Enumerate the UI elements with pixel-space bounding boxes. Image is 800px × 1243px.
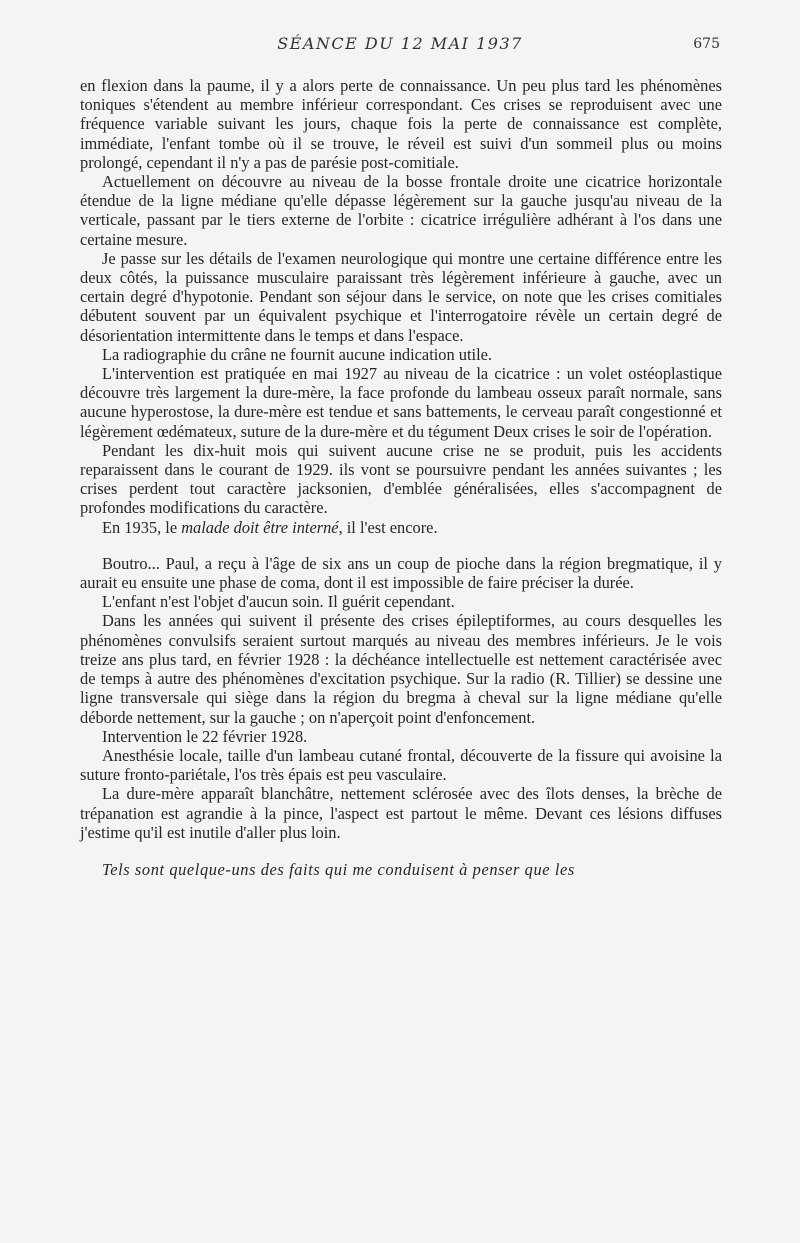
paragraph-5: L'intervention est pratiquée en mai 1927 au niveau de la cicatrice : un volet ostéoplastique découvre très largement la dure-mère, la face profonde du lambeau osseux paraît normale, sans aucune hyperostose, la dure-mère est tendue et sans battements, le cerveau paraît congestionné et légèrement œdémateux, suture de la dure-mère et du tégument Deux crises le soir de l'opération. [80,364,722,441]
paragraph-7-italic: malade doit être interné [181,517,339,537]
paragraph-13: La dure-mère apparaît blanchâtre, nettement sclérosée avec des îlots denses, la brèche de trépanation est agrandie à la pince, l'aspect est partout le même. Devant ces lésions diffuses j'estime qu'il est inutile d'aller plus loin. [80,784,722,842]
paragraph-10: Dans les années qui suivent il présente des crises épileptiformes, au cours desquelles les phénomènes convulsifs seraient surtout marqués au niveau des membres inférieurs. Je le vois treize ans plus tard, en février 1928 : la déchéance intellectuelle est nettement caractérisée avec de temps à autre des phénomènes d'excitation psychique. Sur la radio (R. Tillier) se dessine une ligne transversale qui siège dans la région du bregma à cheval sur la ligne médiane qu'elle déborde nettement, sur la gauche ; on n'aperçoit point d'enfoncement. [80,611,722,727]
running-header [0,34,800,58]
paragraph-3: Je passe sur les détails de l'examen neurologique qui montre une certaine différence entre les deux côtés, la puissance musculaire paraissant très légèrement inférieure à gauche, avec un certain degré d'hypotonie. Pendant son séjour dans le service, on note que les crises comitiales débutent souvent par un équivalent psychique et l'interrogatoire révèle un certain degré de désorientation intermittente dans le temps et dans l'espace. [80,248,722,345]
body-text [80,76,722,879]
running-title: SÉANCE DU 12 MAI 1937 [277,34,523,53]
paragraph-1: en flexion dans la paume, il y a alors perte de connaissance. Un peu plus tard les phénomènes toniques s'étendent au membre inférieur correspondant. Ces crises se reproduisent avec une fréquence variable suivant les jours, chaque fois la perte de connaissance est complète, immédiate, l'enfant tombe où il se trouve, le réveil est suivi d'un sommeil plus ou moins prolongé, cependant il n'y a pas de parésie post-comitiale. [80,76,722,172]
page-number: 675 [693,36,720,52]
paragraph-4: La radiographie du crâne ne fournit aucune indication utile. [102,344,493,364]
paragraph-12: Anesthésie locale, taille d'un lambeau cutané frontal, découverte de la fissure qui avoisine la suture fronto-pariétale, l'os très épais est peu vasculaire. [80,745,722,785]
paragraph-6: Pendant les dix-huit mois qui suivent aucune crise ne se produit, puis les accidents reparaissent dans le courant de 1929. ils vont se poursuivre pendant les années suivantes ; les crises perdent tout caractère jacksonien, d'emblée généralisées, elles s'accompagnent de profondes modifications du caractère. [80,440,722,518]
paragraph-7-end: , il l'est encore. [338,517,438,537]
paragraph-7 [80,518,722,537]
paragraph-8: Boutro... Paul, a reçu à l'âge de six ans un coup de pioche dans la région bregmatique, il y aurait eu ensuite une phase de coma, dont il est impossible de faire préciser la durée. [80,553,722,593]
paragraph-11: Intervention le 22 février 1928. [102,726,308,746]
paragraph-7-start: En 1935, le [102,517,182,537]
paragraph-14-closing: Tels sont quelque-uns des faits qui me conduisent à penser que les [102,859,575,879]
paragraph-2: Actuellement on découvre au niveau de la bosse frontale droite une cicatrice horizontale étendue de la ligne médiane qu'elle dépasse légèrement sur la gauche jusqu'au niveau de la verticale, passant par le tiers externe de l'orbite : cicatrice irrégulière adhérant à l'os dans une certaine mesure. [80,172,722,249]
paragraph-9: L'enfant n'est l'objet d'aucun soin. Il guérit cependant. [102,592,455,612]
